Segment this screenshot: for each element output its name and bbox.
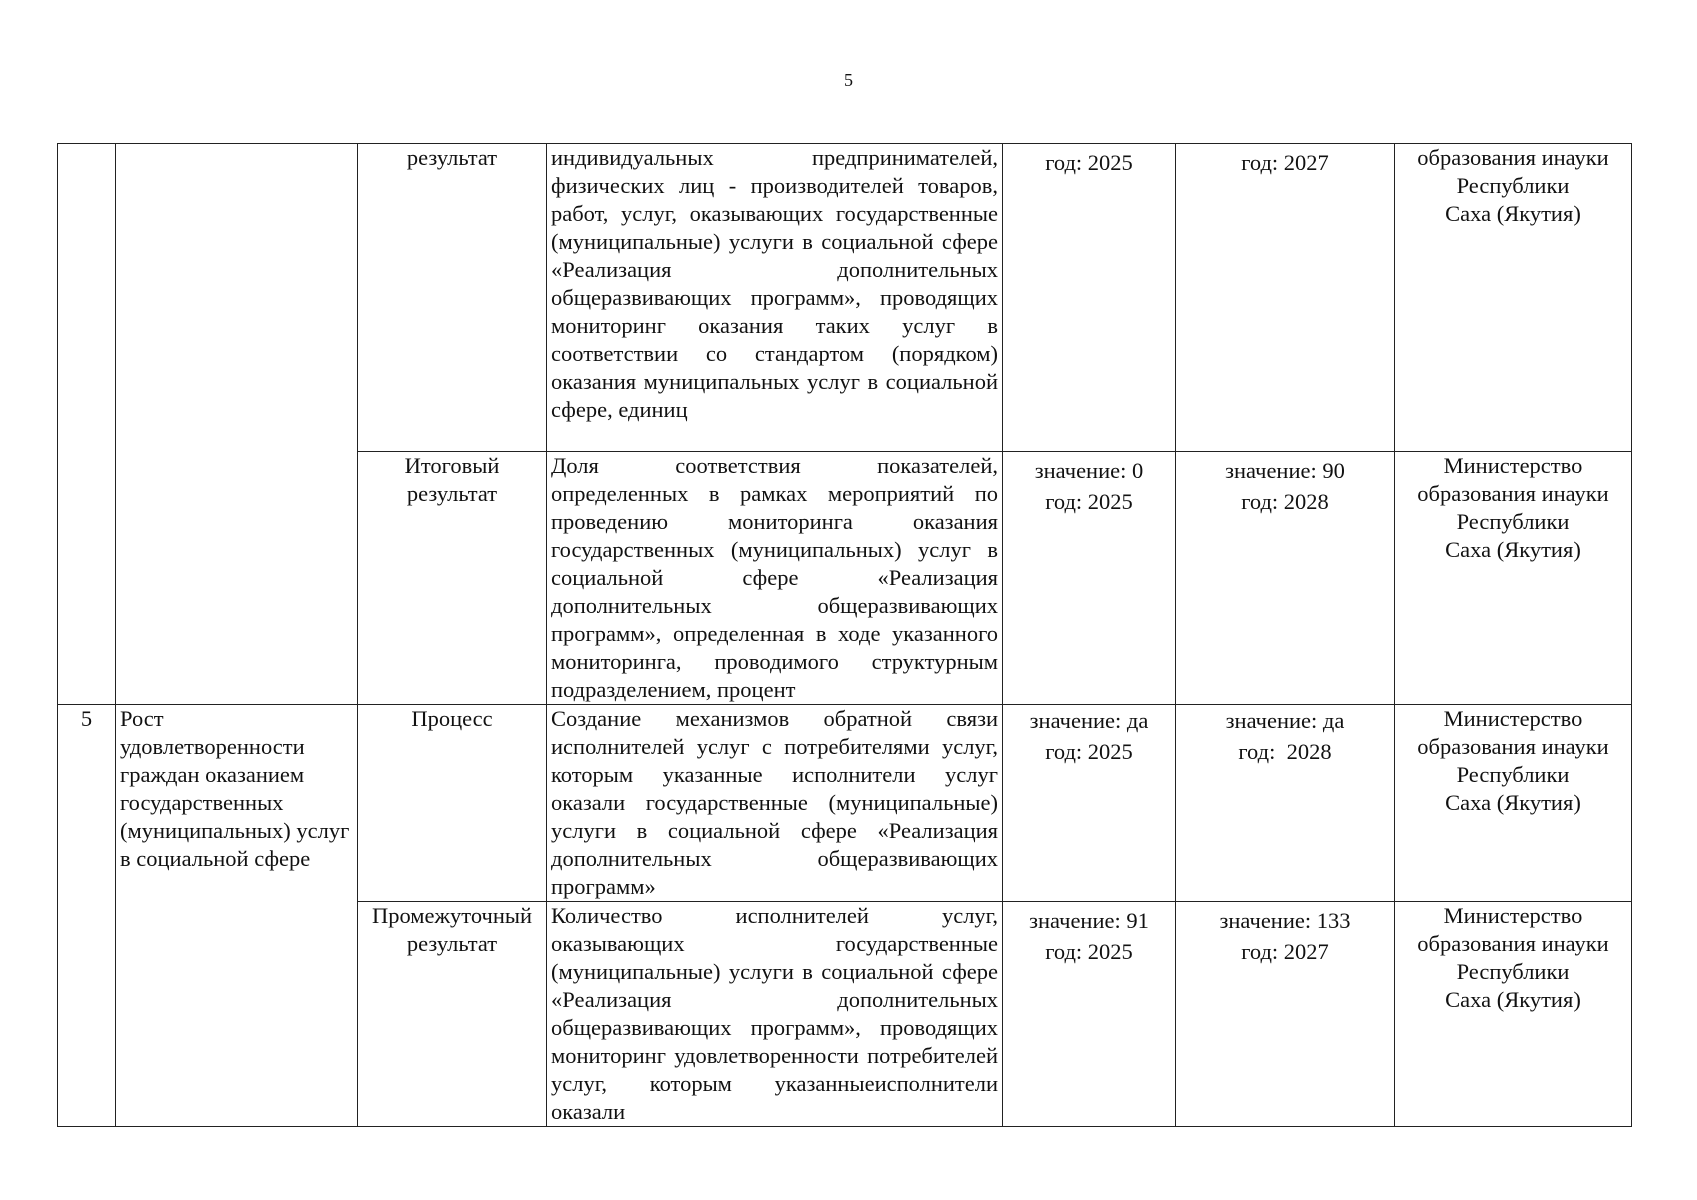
indicator-description-cell: Количество исполнителей услуг, оказывающих государственные (муниципальные) услуги в социальной сфере «Реализация дополнительных общеразвивающих программ», проводящих мониторинг удовлетворенности потребителей услуг, которым указанныеисполнители оказали — [547, 902, 1003, 1127]
indicator-description-cell: Доля соответствия показателей, определенных в рамках мероприятий по проведению мониторинга оказания государственных (муниципальных) услуг в социальной сфере «Реализация дополнительных общеразвивающих программ», определенная в ходе указанного мониторинга, проводимого структурным подразделением, процент — [547, 452, 1003, 705]
base-year: год: 2025 — [1045, 150, 1133, 175]
target-value: значение: 90 — [1225, 458, 1345, 483]
indicator-type-line: Процесс — [411, 706, 493, 731]
responsible-line: Саха (Якутия) — [1445, 537, 1581, 562]
row-number-cell — [58, 144, 116, 705]
target-year: год: 2027 — [1241, 939, 1329, 964]
base-value-cell — [1003, 705, 1176, 902]
indicator-type-cell — [358, 452, 547, 705]
indicator-type-line: Итоговый — [404, 453, 500, 478]
base-year: год: 2025 — [1045, 739, 1133, 764]
target-value-cell — [1176, 902, 1395, 1127]
indicator-description-cell: индивидуальных предпринимателей, физических лиц - производителей товаров, работ, услуг, оказывающих государственные (муниципальные) услуги в социальной сфере «Реализация дополнительных общеразвивающих программ», проводящих мониторинг оказания таких услуг в соответствии со стандартом (порядком) оказания муниципальных услуг в социальной сфере, единиц — [547, 144, 1003, 452]
responsible-line: Республики — [1456, 509, 1570, 534]
responsible-line: Саха (Якутия) — [1445, 987, 1581, 1012]
responsible-cell — [1395, 452, 1632, 705]
responsible-line: образования инауки — [1417, 734, 1609, 759]
base-value-cell — [1003, 902, 1176, 1127]
indicator-description-cell: Создание механизмов обратной связи исполнителей услуг с потребителями услуг, которым указанные исполнители услуг оказали государственные (муниципальные) услуги в социальной сфере «Реализация дополнительных общеразвивающих программ» — [547, 705, 1003, 902]
responsible-line: Республики — [1456, 762, 1570, 787]
responsible-line: образования инауки — [1417, 145, 1609, 170]
target-year: год: 2028 — [1241, 489, 1329, 514]
base-value-cell — [1003, 144, 1176, 452]
table-row — [58, 705, 1632, 902]
base-value: значение: 91 — [1029, 908, 1149, 933]
base-year: год: 2025 — [1045, 489, 1133, 514]
responsible-line: Саха (Якутия) — [1445, 201, 1581, 226]
responsible-line: Саха (Якутия) — [1445, 790, 1581, 815]
responsible-line: Министерство — [1443, 706, 1583, 731]
row-number-cell: 5 — [58, 705, 116, 1127]
indicator-type-cell — [358, 705, 547, 902]
responsible-cell — [1395, 902, 1632, 1127]
base-value: значение: 0 — [1034, 458, 1144, 483]
base-year: год: 2025 — [1045, 939, 1133, 964]
responsible-line: Республики — [1456, 173, 1570, 198]
responsible-line: Республики — [1456, 959, 1570, 984]
base-value-cell — [1003, 452, 1176, 705]
goal-cell: Рост удовлетворенности граждан оказанием государственных (муниципальных) услуг в социальной сфере — [116, 705, 358, 1127]
indicator-type-cell — [358, 144, 547, 452]
target-value-cell — [1176, 705, 1395, 902]
indicator-type-line: Промежуточный — [371, 903, 533, 928]
indicator-type-line: результат — [406, 481, 498, 506]
page-number: 5 — [844, 70, 853, 90]
table-row — [58, 144, 1632, 452]
indicators-table — [57, 143, 1632, 1127]
target-value: значение: да — [1225, 708, 1345, 733]
responsible-cell — [1395, 144, 1632, 452]
target-value-cell — [1176, 452, 1395, 705]
responsible-line: Министерство — [1443, 903, 1583, 928]
base-value: значение: да — [1029, 708, 1149, 733]
indicator-type-line: результат — [406, 145, 498, 170]
target-value-cell — [1176, 144, 1395, 452]
target-year: год: 2028 — [1238, 739, 1332, 764]
target-year: год: 2027 — [1241, 150, 1329, 175]
responsible-cell — [1395, 705, 1632, 902]
indicator-type-cell — [358, 902, 547, 1127]
target-value: значение: 133 — [1219, 908, 1351, 933]
responsible-line: образования инауки — [1417, 481, 1609, 506]
responsible-line: Министерство — [1443, 453, 1583, 478]
goal-cell — [116, 144, 358, 705]
responsible-line: образования инауки — [1417, 931, 1609, 956]
indicator-type-line: результат — [406, 931, 498, 956]
